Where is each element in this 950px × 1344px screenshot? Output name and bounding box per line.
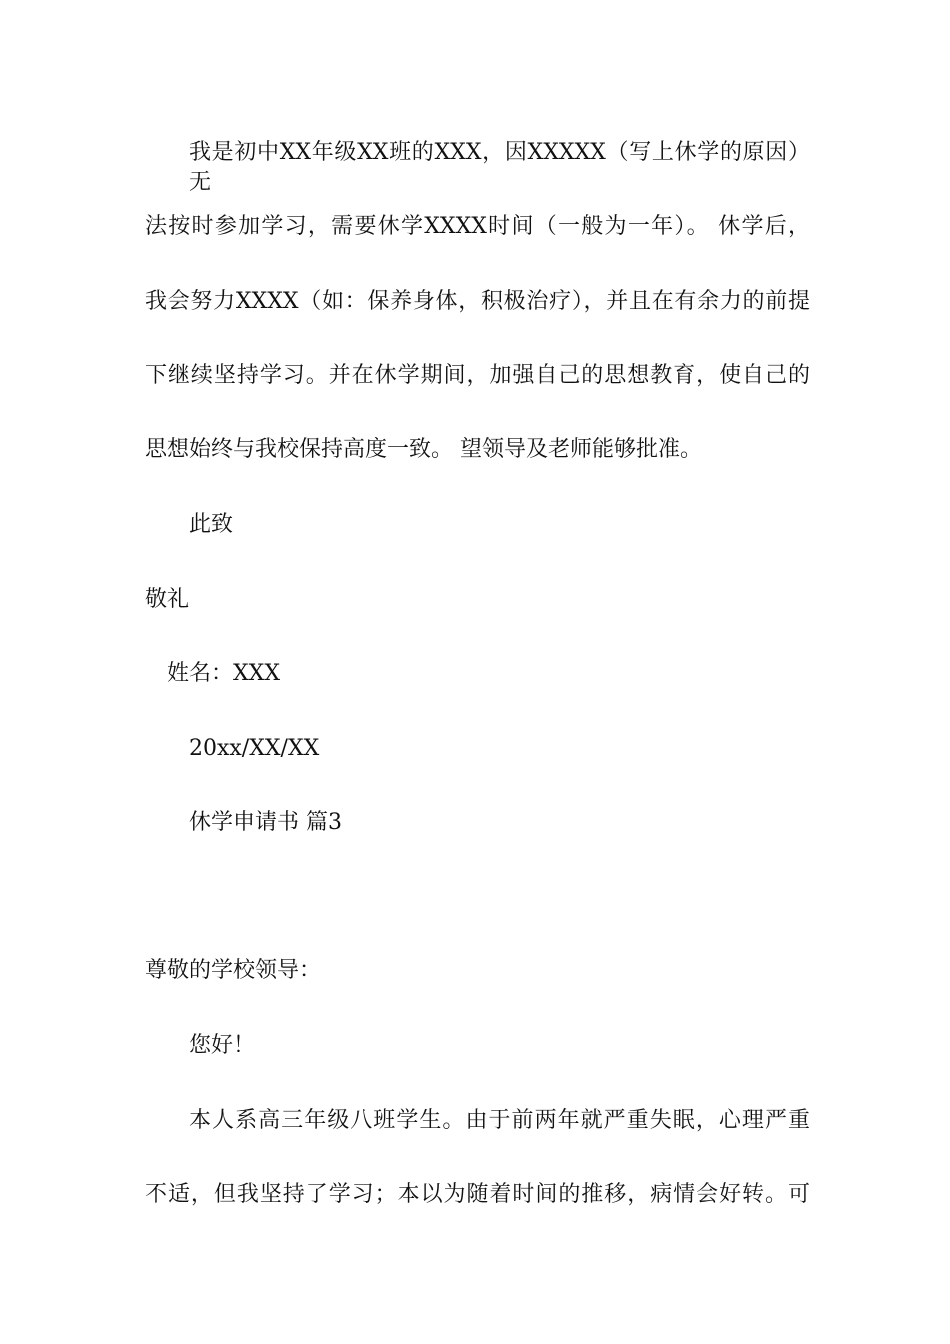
closing-cizhi: 此致 xyxy=(189,512,234,537)
paragraph-2-line-2: 不适，但我坚持了学习；本以为随着时间的推移，病情会好转。可 xyxy=(145,1182,810,1207)
paragraph-1-line-2: 法按时参加学习，需要休学XXXX时间（一般为一年）。 休学后， xyxy=(145,214,810,239)
salutation: 尊敬的学校领导： xyxy=(145,958,322,983)
paragraph-1-line-1: 我是初中XX年级XX班的XXX，因XXXXX（写上休学的原因）无 xyxy=(189,140,810,195)
section-heading: 休学申请书 篇3 xyxy=(189,810,342,835)
greeting: 您好！ xyxy=(189,1033,256,1058)
paragraph-1-line-5: 思想始终与我校保持高度一致。 望领导及老师能够批准。 xyxy=(145,437,702,462)
closing-jingli: 敬礼 xyxy=(145,587,190,612)
signature-name: 姓名：XXX xyxy=(167,661,280,686)
paragraph-1-line-3: 我会努力XXXX（如：保养身体，积极治疗），并且在有余力的前提 xyxy=(145,289,810,314)
paragraph-2-line-1: 本人系高三年级八班学生。由于前两年就严重失眠，心理严重 xyxy=(189,1108,810,1133)
paragraph-1-line-4: 下继续坚持学习。并在休学期间，加强自己的思想教育，使自己的 xyxy=(145,363,810,388)
signature-date: 20xx/XX/XX xyxy=(189,736,320,761)
